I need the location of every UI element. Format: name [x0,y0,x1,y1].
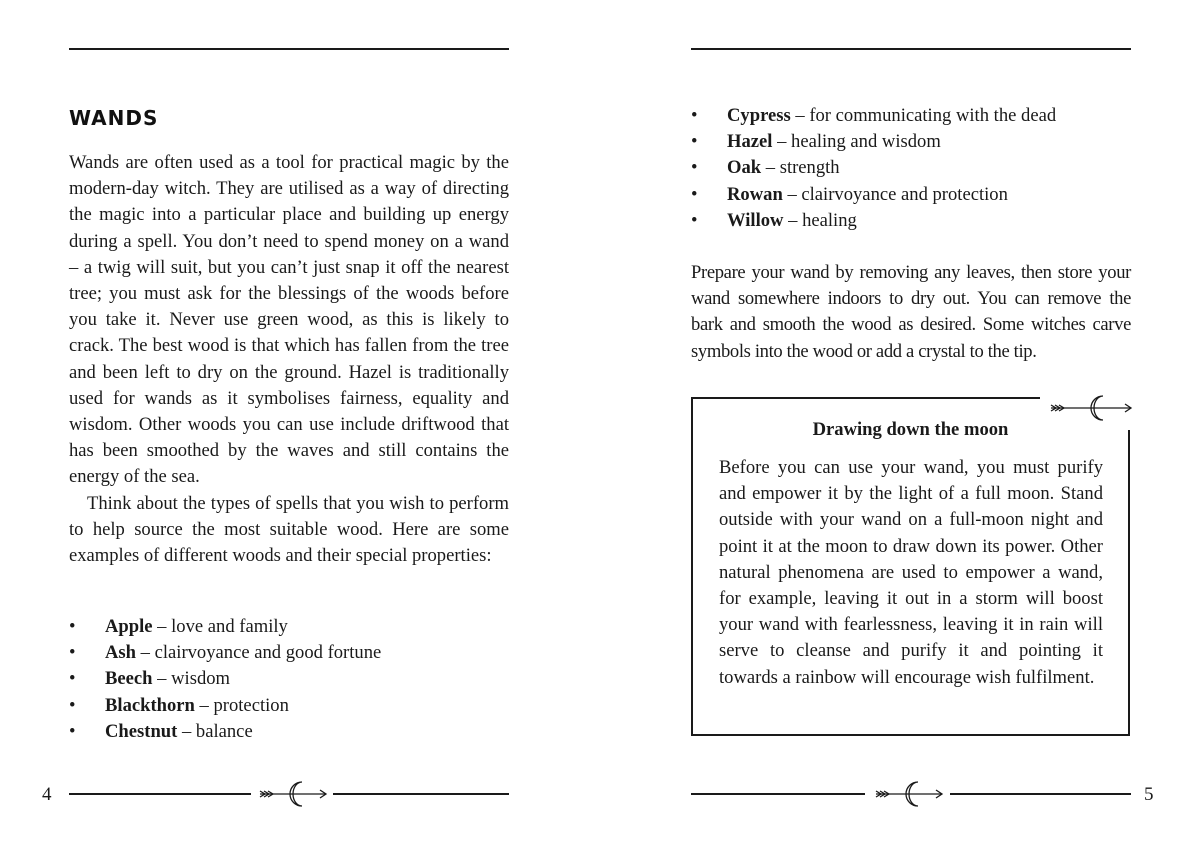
wood-name: Blackthorn [105,694,195,716]
bullet-icon: • [69,720,76,742]
intro-paragraph: Wands are often used as a tool for practical magic by the modern-day witch. They are utilised as a way of directing the magic into a particular place and building up energy during a spell. You don’t need to spend money on a wand – a twig will suit, but you can’t just snap it off the nearest tree; you must ask for the blessings of the woods before you take it. Never use green wood, as this is likely to crack. The best wood is that which has fallen from the tree and been left to dry on the ground. Hazel is traditionally used for wands as it symbolises fairness, equality and wisdom. Other woods you can use include driftwood that has been smoothed by the waves and still contains the energy of the sea. [69,152,509,488]
examples-paragraph: Think about the types of spells that you wish to perform to help source the most suitable wood. Here are some examples of different woods and their special properties: [69,493,509,567]
list-item [69,719,381,745]
list-item [691,103,1056,129]
wood-property: – love and family [152,616,288,637]
list-item [691,208,1056,234]
wood-property: – wisdom [152,668,230,690]
wood-property: – clairvoyance and protection [782,183,1008,205]
wood-name: Chestnut [105,720,178,742]
list-item [691,129,1056,155]
wood-property: – healing [783,209,857,231]
wood-property: – balance [177,720,253,742]
wood-name: Ash [105,642,137,664]
bullet-icon: • [691,209,698,231]
wood-name: Cypress [727,105,791,126]
arrow-crescent-moon-icon [874,778,946,810]
wood-property: – clairvoyance and good fortune [136,642,382,664]
bullet-icon: • [691,183,698,205]
wood-list-right [691,103,1056,234]
bullet-icon: • [69,642,76,664]
wood-name: Willow [727,209,784,231]
wood-name: Rowan [727,183,783,205]
preparation-paragraph: Prepare your wand by removing any leaves, then store your wand somewhere indoors to dry out. You can remove the bark and smooth the wood as desired. Some witches carve symbols into the wood or add a crystal to the tip. [691,262,1131,362]
bullet-icon: • [691,105,698,126]
wood-property: – protection [194,694,289,716]
top-rule [691,48,1131,50]
top-rule [69,48,509,50]
box-text: Before you can use your wand, you must purify and empower it by the light of a full moon. Stand outside with your wand on a full-moon night and point it at the moon to draw down its power. Other natural phenomena are used to empower a wand, for example, leaving it out in a storm will boost your wand with fearlessness, leaving it in rain will serve to cleanse and purify it and pointing it towards a rainbow will encourage wish fulfilment. [719,457,1103,688]
list-item [691,182,1056,208]
bullet-icon: • [69,616,76,637]
wood-name: Oak [727,157,762,179]
footer-rule-right [950,793,1131,795]
wood-name: Apple [105,616,153,637]
footer-rule-left [69,793,251,795]
wood-name: Beech [105,668,153,690]
list-item [69,640,381,666]
page-number: 5 [1144,784,1154,805]
bullet-icon: • [691,157,698,179]
list-item [69,614,381,640]
footer-rule-left [691,793,865,795]
page-number: 4 [42,784,52,805]
wood-list-left [69,614,381,745]
list-item [69,693,381,719]
bullet-icon: • [69,694,76,716]
bullet-icon: • [69,668,76,690]
arrow-crescent-moon-icon [258,778,330,810]
right-page [600,0,1200,846]
footer-rule-right [333,793,509,795]
wood-name: Hazel [727,131,773,153]
list-item [691,155,1056,181]
wood-property: – strength [761,157,840,179]
box-title: Drawing down the moon [812,419,1009,440]
wood-property: – for communicating with the dead [790,105,1057,126]
wood-property: – healing and wisdom [772,131,941,153]
section-heading: WANDS [69,106,159,130]
list-item [69,666,381,692]
bullet-icon: • [691,131,698,153]
